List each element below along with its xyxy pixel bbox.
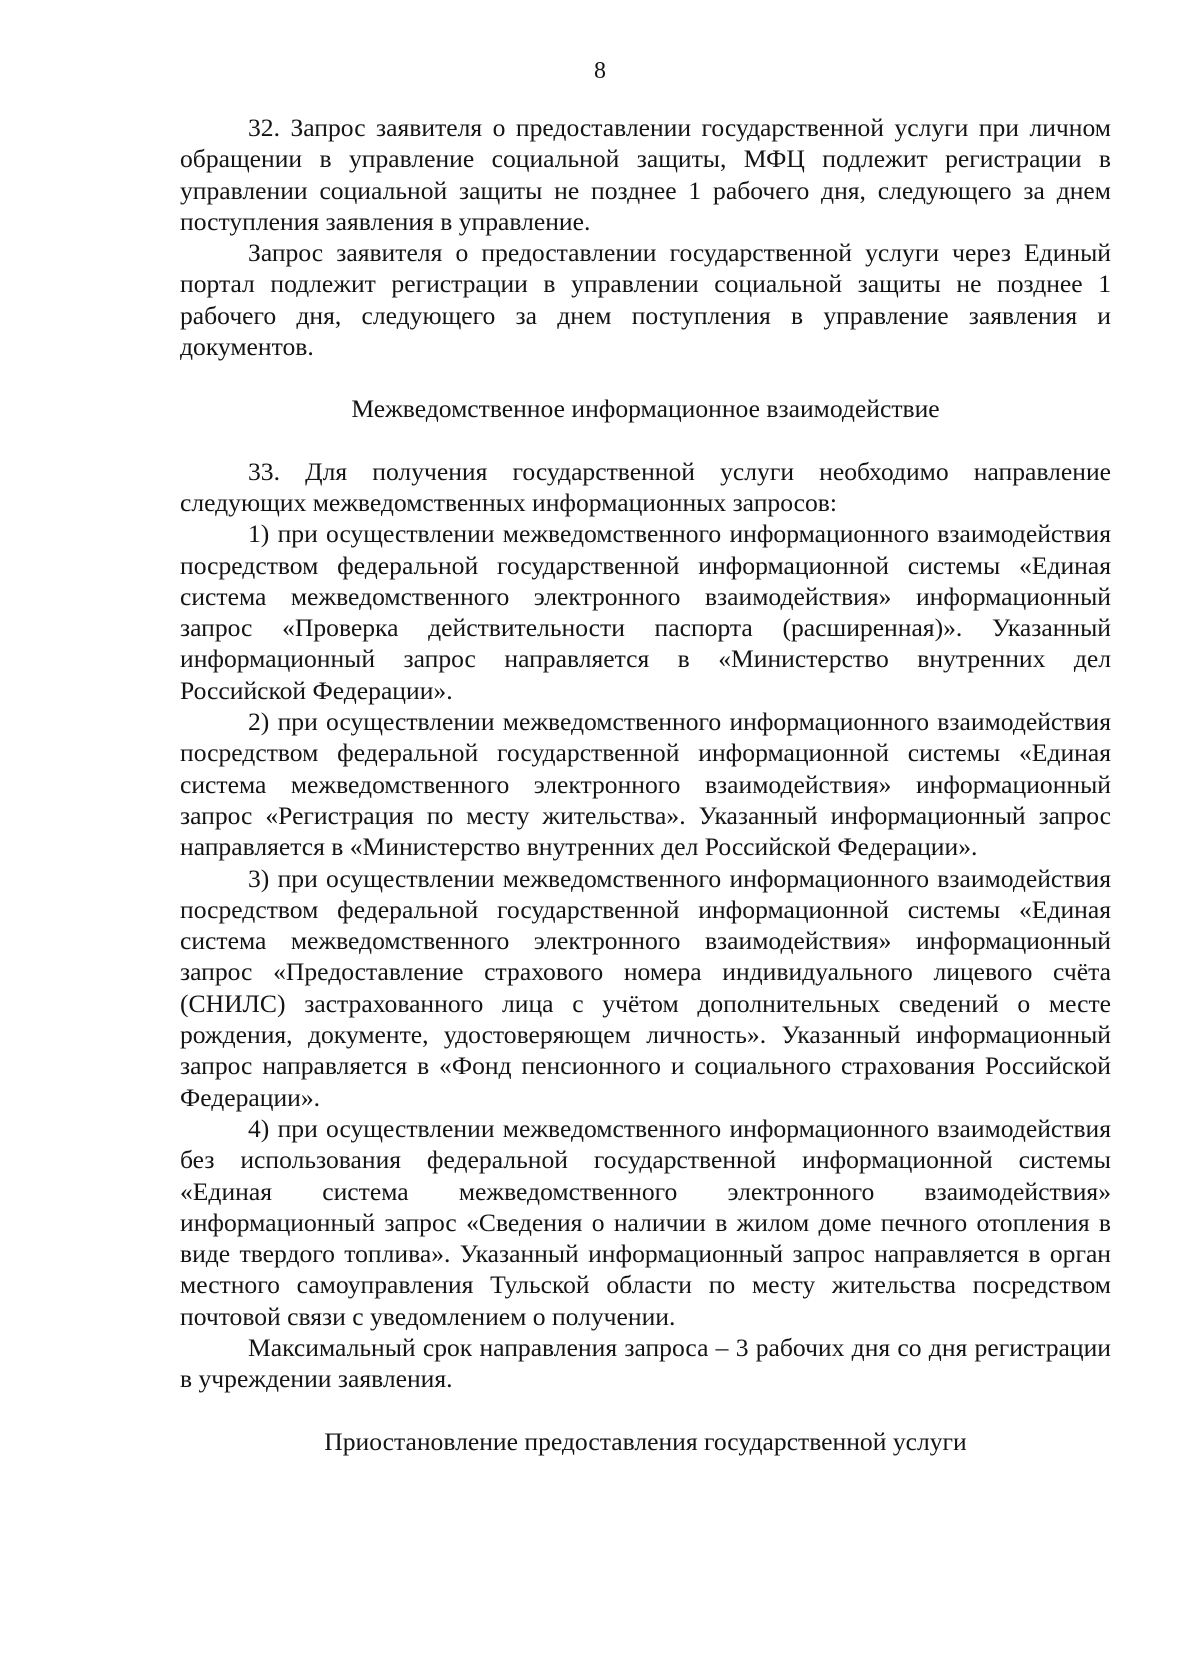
page-number: 8 [594,58,606,84]
list-item-3: 3) при осуществлении межведомственного информационного взаимодействия посредством федеральной государственной информационной системы «Единая система межведомственного электронного взаимодействия» информационный запрос «Предоставление страхового номера индивидуального лицевого счёта (СНИЛС) застрахованного лица с учётом дополнительных сведений о месте рождения, документе, удостоверяющем личность». Указанный информационный запрос направляется в «Фонд пенсионного и социального страхования Российской Федерации». [180,863,1111,1112]
section-heading-suspension: Приостановление предоставления государственной услуги [324,1426,967,1456]
list-item-2: 2) при осуществлении межведомственного информационного взаимодействия посредством федеральной государственной информационной системы «Единая система межведомственного электронного взаимодействия» информационный запрос «Регистрация по месту жительства». Указанный информационный запрос направляется в «Министерство внутренних дел Российской Федерации». [180,707,1111,862]
paragraph-portal-request: Запрос заявителя о предоставлении государственной услуги через Единый портал подлежит регистрации в управлении социальной защиты не позднее 1 рабочего дня, следующего за днем поступления в управление заявления и документов. [180,238,1111,362]
list-item-1: 1) при осуществлении межведомственного информационного взаимодействия посредством федеральной государственной информационной системы «Единая система межведомственного электронного взаимодействия» информационный запрос «Проверка действительности паспорта (расширенная)». Указанный информационный запрос направляется в «Министерство внутренних дел Российской Федерации». [180,519,1111,705]
paragraph-33: 33. Для получения государственной услуги необходимо направление следующих межведомственных информационных запросов: [180,456,1111,517]
list-item-4: 4) при осуществлении межведомственного информационного взаимодействия без использования федеральной государственной информационной системы «Единая система межведомственного электронного взаимодействия» информационный запрос «Сведения о наличии в жилом доме печного отопления в виде твердого топлива». Указанный информационный запрос направляется в орган местного самоуправления Тульской области по месту жительства посредством почтовой связи с уведомлением о получении. [180,1113,1111,1331]
section-heading-interagency: Межведомственное информационное взаимодействие [351,394,940,424]
paragraph-max-term: Максимальный срок направления запроса – 3 рабочих дня со дня регистрации в учреждении заявления. [180,1332,1111,1394]
document-body [180,112,1111,1457]
paragraph-32: 32. Запрос заявителя о предоставлении государственной услуги при личном обращении в управление социальной защиты, МФЦ подлежит регистрации в управлении социальной защиты не позднее 1 рабочего дня, следующего за днем поступления заявления в управление. [180,113,1111,236]
